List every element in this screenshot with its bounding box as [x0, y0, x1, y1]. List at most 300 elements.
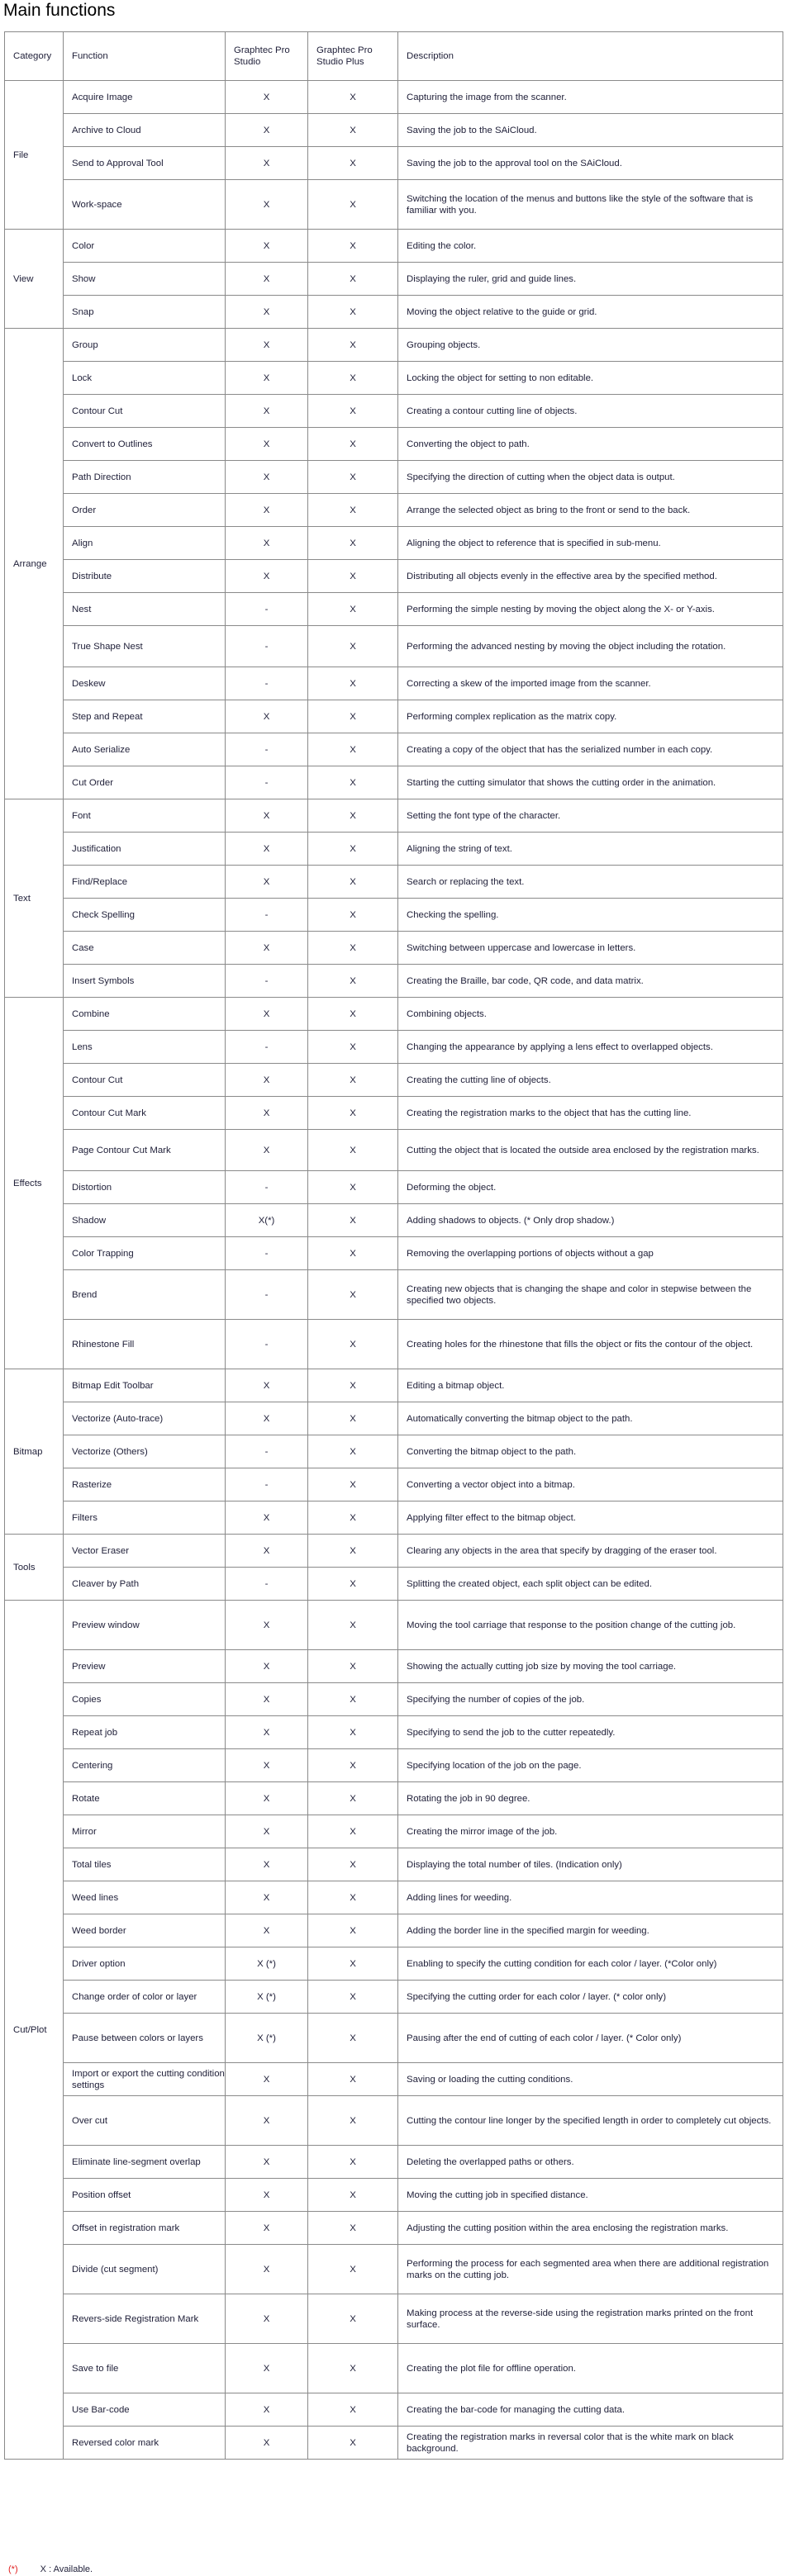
pro-studio-plus-cell: X	[308, 1947, 398, 1981]
description-cell: Combining objects.	[398, 998, 783, 1031]
description-cell: Splitting the created object, each split object can be edited.	[398, 1568, 783, 1601]
pro-studio-cell: X	[226, 1782, 308, 1815]
description-cell: Starting the cutting simulator that shows the cutting order in the animation.	[398, 766, 783, 799]
table-row	[5, 362, 783, 395]
pro-studio-cell: X	[226, 1130, 308, 1171]
function-cell: Centering	[64, 1749, 226, 1782]
pro-studio-plus-cell: X	[308, 1881, 398, 1914]
pro-studio-cell: X	[226, 1097, 308, 1130]
pro-studio-plus-cell: X	[308, 147, 398, 180]
function-cell: Show	[64, 263, 226, 296]
pro-studio-plus-cell: X	[308, 1848, 398, 1881]
pro-studio-cell: X(*)	[226, 1204, 308, 1237]
pro-studio-plus-cell: X	[308, 1402, 398, 1435]
pro-studio-cell: X	[226, 1749, 308, 1782]
pro-studio-plus-cell: X	[308, 932, 398, 965]
table-row	[5, 1815, 783, 1848]
table-row	[5, 2393, 783, 2427]
description-cell: Deforming the object.	[398, 1171, 783, 1204]
pro-studio-cell: X	[226, 2063, 308, 2096]
pro-studio-cell: X	[226, 799, 308, 833]
pro-studio-cell: X	[226, 2427, 308, 2460]
table-row	[5, 700, 783, 733]
table-row	[5, 998, 783, 1031]
category-cell: File	[5, 81, 64, 230]
table-row	[5, 329, 783, 362]
pro-studio-cell: X	[226, 1650, 308, 1683]
pro-studio-plus-cell: X	[308, 799, 398, 833]
function-cell: Divide (cut segment)	[64, 2245, 226, 2294]
pro-studio-cell: X	[226, 1601, 308, 1650]
description-cell: Moving the cutting job in specified distance.	[398, 2179, 783, 2212]
function-cell: Offset in registration mark	[64, 2212, 226, 2245]
pro-studio-plus-cell: X	[308, 461, 398, 494]
table-row	[5, 1320, 783, 1369]
description-cell: Correcting a skew of the imported image from the scanner.	[398, 667, 783, 700]
pro-studio-plus-cell: X	[308, 494, 398, 527]
description-cell: Adding shadows to objects. (* Only drop shadow.)	[398, 1204, 783, 1237]
header-pro-studio-plus: Graphtec Pro Studio Plus	[308, 32, 398, 81]
table-row	[5, 395, 783, 428]
table-row	[5, 1402, 783, 1435]
table-row	[5, 1749, 783, 1782]
function-cell: Rhinestone Fill	[64, 1320, 226, 1369]
table-row	[5, 593, 783, 626]
function-cell: Color	[64, 230, 226, 263]
description-cell: Editing a bitmap object.	[398, 1369, 783, 1402]
pro-studio-plus-cell: X	[308, 667, 398, 700]
pro-studio-plus-cell: X	[308, 1568, 398, 1601]
table-row	[5, 1130, 783, 1171]
pro-studio-plus-cell: X	[308, 1601, 398, 1650]
description-cell: Saving or loading the cutting conditions.	[398, 2063, 783, 2096]
description-cell: Creating the registration marks in reversal color that is the white mark on black background.	[398, 2427, 783, 2460]
footnote-mark: (*)	[8, 2564, 18, 2574]
function-cell: Lens	[64, 1031, 226, 1064]
table-row	[5, 527, 783, 560]
pro-studio-plus-cell: X	[308, 1369, 398, 1402]
description-cell: Converting the object to path.	[398, 428, 783, 461]
description-cell: Enabling to specify the cutting condition for each color / layer. (*Color only)	[398, 1947, 783, 1981]
table-row	[5, 2014, 783, 2063]
pro-studio-plus-cell: X	[308, 1064, 398, 1097]
function-cell: Align	[64, 527, 226, 560]
footnote-text: X : Available.	[40, 2564, 93, 2574]
pro-studio-plus-cell: X	[308, 1914, 398, 1947]
description-cell: Specifying the direction of cutting when the object data is output.	[398, 461, 783, 494]
pro-studio-cell: X	[226, 2096, 308, 2146]
table-row	[5, 932, 783, 965]
table-row	[5, 2179, 783, 2212]
description-cell: Checking the spelling.	[398, 899, 783, 932]
description-cell: Distributing all objects evenly in the effective area by the specified method.	[398, 560, 783, 593]
description-cell: Displaying the ruler, grid and guide lines.	[398, 263, 783, 296]
function-cell: Justification	[64, 833, 226, 866]
function-cell: Vectorize (Auto-trace)	[64, 1402, 226, 1435]
pro-studio-plus-cell: X	[308, 1535, 398, 1568]
description-cell: Specifying location of the job on the page.	[398, 1749, 783, 1782]
pro-studio-plus-cell: X	[308, 766, 398, 799]
table-row	[5, 2096, 783, 2146]
function-cell: Use Bar-code	[64, 2393, 226, 2427]
pro-studio-plus-cell: X	[308, 560, 398, 593]
pro-studio-plus-cell: X	[308, 1031, 398, 1064]
pro-studio-plus-cell: X	[308, 527, 398, 560]
category-cell: View	[5, 230, 64, 329]
function-cell: Change order of color or layer	[64, 1981, 226, 2014]
function-cell: Find/Replace	[64, 866, 226, 899]
description-cell: Specifying to send the job to the cutter repeatedly.	[398, 1716, 783, 1749]
description-cell: Clearing any objects in the area that specify by dragging of the eraser tool.	[398, 1535, 783, 1568]
function-cell: Page Contour Cut Mark	[64, 1130, 226, 1171]
category-cell: Text	[5, 799, 64, 998]
table-row	[5, 2245, 783, 2294]
table-row	[5, 1881, 783, 1914]
table-row	[5, 114, 783, 147]
table-row	[5, 230, 783, 263]
description-cell: Cutting the contour line longer by the specified length in order to completely cut objects.	[398, 2096, 783, 2146]
pro-studio-plus-cell: X	[308, 2179, 398, 2212]
description-cell: Saving the job to the approval tool on the SAiCloud.	[398, 147, 783, 180]
pro-studio-cell: X	[226, 494, 308, 527]
pro-studio-plus-cell: X	[308, 1468, 398, 1501]
function-cell: Filters	[64, 1501, 226, 1535]
pro-studio-plus-cell: X	[308, 1501, 398, 1535]
table-row	[5, 1270, 783, 1320]
description-cell: Adding the border line in the specified margin for weeding.	[398, 1914, 783, 1947]
pro-studio-cell: -	[226, 1171, 308, 1204]
table-row	[5, 1435, 783, 1468]
pro-studio-plus-cell: X	[308, 899, 398, 932]
pro-studio-plus-cell: X	[308, 114, 398, 147]
table-row	[5, 1369, 783, 1402]
function-cell: Auto Serialize	[64, 733, 226, 766]
function-cell: Preview window	[64, 1601, 226, 1650]
pro-studio-cell: X	[226, 1848, 308, 1881]
function-cell: Deskew	[64, 667, 226, 700]
pro-studio-cell: X	[226, 395, 308, 428]
header-row	[5, 32, 783, 81]
table-row	[5, 1204, 783, 1237]
description-cell: Aligning the string of text.	[398, 833, 783, 866]
description-cell: Locking the object for setting to non editable.	[398, 362, 783, 395]
pro-studio-cell: -	[226, 667, 308, 700]
pro-studio-cell: X	[226, 833, 308, 866]
description-cell: Adjusting the cutting position within the area enclosing the registration marks.	[398, 2212, 783, 2245]
function-cell: Shadow	[64, 1204, 226, 1237]
description-cell: Removing the overlapping portions of objects without a gap	[398, 1237, 783, 1270]
pro-studio-cell: X	[226, 263, 308, 296]
pro-studio-cell: -	[226, 1568, 308, 1601]
header-description: Description	[398, 32, 783, 81]
pro-studio-plus-cell: X	[308, 296, 398, 329]
function-cell: Path Direction	[64, 461, 226, 494]
pro-studio-cell: X	[226, 700, 308, 733]
table-row	[5, 147, 783, 180]
pro-studio-cell: X	[226, 2146, 308, 2179]
function-cell: Revers-side Registration Mark	[64, 2294, 226, 2344]
description-cell: Cutting the object that is located the outside area enclosed by the registration marks.	[398, 1130, 783, 1171]
pro-studio-cell: X	[226, 114, 308, 147]
pro-studio-plus-cell: X	[308, 180, 398, 230]
description-cell: Performing the advanced nesting by moving the object including the rotation.	[398, 626, 783, 667]
pro-studio-cell: X	[226, 1402, 308, 1435]
function-cell: Reversed color mark	[64, 2427, 226, 2460]
description-cell: Converting a vector object into a bitmap.	[398, 1468, 783, 1501]
pro-studio-plus-cell: X	[308, 2294, 398, 2344]
pro-studio-cell: -	[226, 1435, 308, 1468]
table-row	[5, 1782, 783, 1815]
category-cell: Cut/Plot	[5, 1601, 64, 2460]
description-cell: Switching the location of the menus and buttons like the style of the software that is familiar with you.	[398, 180, 783, 230]
pro-studio-plus-cell: X	[308, 733, 398, 766]
pro-studio-plus-cell: X	[308, 700, 398, 733]
description-cell: Performing the process for each segmented area when there are additional registration marks on the cutting job.	[398, 2245, 783, 2294]
pro-studio-plus-cell: X	[308, 866, 398, 899]
category-cell: Bitmap	[5, 1369, 64, 1535]
function-cell: Check Spelling	[64, 899, 226, 932]
function-cell: Contour Cut Mark	[64, 1097, 226, 1130]
function-cell: Font	[64, 799, 226, 833]
table-row	[5, 2427, 783, 2460]
table-row	[5, 1468, 783, 1501]
table-row	[5, 799, 783, 833]
function-cell: Snap	[64, 296, 226, 329]
function-cell: True Shape Nest	[64, 626, 226, 667]
function-cell: Weed lines	[64, 1881, 226, 1914]
pro-studio-plus-cell: X	[308, 1683, 398, 1716]
function-cell: Order	[64, 494, 226, 527]
pro-studio-cell: X	[226, 81, 308, 114]
table-row	[5, 1650, 783, 1683]
description-cell: Editing the color.	[398, 230, 783, 263]
function-cell: Acquire Image	[64, 81, 226, 114]
table-row	[5, 1914, 783, 1947]
pro-studio-cell: -	[226, 1270, 308, 1320]
description-cell: Rotating the job in 90 degree.	[398, 1782, 783, 1815]
pro-studio-cell: X	[226, 2344, 308, 2393]
pro-studio-plus-cell: X	[308, 1716, 398, 1749]
table-row	[5, 461, 783, 494]
function-cell: Bitmap Edit Toolbar	[64, 1369, 226, 1402]
description-cell: Arrange the selected object as bring to the front or send to the back.	[398, 494, 783, 527]
description-cell: Saving the job to the SAiCloud.	[398, 114, 783, 147]
pro-studio-cell: X	[226, 147, 308, 180]
pro-studio-cell: X	[226, 362, 308, 395]
pro-studio-plus-cell: X	[308, 1130, 398, 1171]
pro-studio-cell: X	[226, 1369, 308, 1402]
pro-studio-plus-cell: X	[308, 1270, 398, 1320]
header-category: Category	[5, 32, 64, 81]
pro-studio-cell: -	[226, 1031, 308, 1064]
table-row	[5, 296, 783, 329]
pro-studio-cell: X	[226, 2393, 308, 2427]
pro-studio-plus-cell: X	[308, 593, 398, 626]
pro-studio-plus-cell: X	[308, 2344, 398, 2393]
description-cell: Creating new objects that is changing the shape and color in stepwise between the specified two objects.	[398, 1270, 783, 1320]
pro-studio-cell: X	[226, 1683, 308, 1716]
pro-studio-cell: X	[226, 461, 308, 494]
pro-studio-cell: X (*)	[226, 1981, 308, 2014]
pro-studio-cell: -	[226, 733, 308, 766]
description-cell: Moving the tool carriage that response to the position change of the cutting job.	[398, 1601, 783, 1650]
pro-studio-cell: X	[226, 866, 308, 899]
function-cell: Combine	[64, 998, 226, 1031]
description-cell: Making process at the reverse-side using the registration marks printed on the front surface.	[398, 2294, 783, 2344]
table-row	[5, 2344, 783, 2393]
pro-studio-plus-cell: X	[308, 965, 398, 998]
function-cell: Work-space	[64, 180, 226, 230]
function-cell: Group	[64, 329, 226, 362]
pro-studio-plus-cell: X	[308, 2393, 398, 2427]
function-cell: Case	[64, 932, 226, 965]
table-row	[5, 733, 783, 766]
header-pro-studio: Graphtec Pro Studio	[226, 32, 308, 81]
header-function: Function	[64, 32, 226, 81]
pro-studio-plus-cell: X	[308, 2014, 398, 2063]
pro-studio-cell: -	[226, 1237, 308, 1270]
function-cell: Driver option	[64, 1947, 226, 1981]
function-cell: Repeat job	[64, 1716, 226, 1749]
pro-studio-plus-cell: X	[308, 81, 398, 114]
function-cell: Rasterize	[64, 1468, 226, 1501]
table-row	[5, 2146, 783, 2179]
function-cell: Distribute	[64, 560, 226, 593]
table-row	[5, 560, 783, 593]
pro-studio-plus-cell: X	[308, 2096, 398, 2146]
pro-studio-cell: -	[226, 1468, 308, 1501]
pro-studio-plus-cell: X	[308, 395, 398, 428]
table-row	[5, 2294, 783, 2344]
pro-studio-cell: X	[226, 329, 308, 362]
pro-studio-plus-cell: X	[308, 1435, 398, 1468]
function-cell: Contour Cut	[64, 395, 226, 428]
pro-studio-plus-cell: X	[308, 1782, 398, 1815]
description-cell: Creating the Braille, bar code, QR code, and data matrix.	[398, 965, 783, 998]
table-row	[5, 1683, 783, 1716]
pro-studio-plus-cell: X	[308, 1097, 398, 1130]
pro-studio-cell: -	[226, 965, 308, 998]
description-cell: Automatically converting the bitmap object to the path.	[398, 1402, 783, 1435]
description-cell: Aligning the object to reference that is specified in sub-menu.	[398, 527, 783, 560]
pro-studio-cell: -	[226, 1320, 308, 1369]
table-row	[5, 1097, 783, 1130]
description-cell: Showing the actually cutting job size by moving the tool carriage.	[398, 1650, 783, 1683]
table-row	[5, 428, 783, 461]
pro-studio-cell: X	[226, 180, 308, 230]
pro-studio-cell: X	[226, 2179, 308, 2212]
description-cell: Creating the registration marks to the object that has the cutting line.	[398, 1097, 783, 1130]
pro-studio-cell: X	[226, 527, 308, 560]
table-row	[5, 1031, 783, 1064]
table-row	[5, 1171, 783, 1204]
pro-studio-cell: -	[226, 626, 308, 667]
description-cell: Performing complex replication as the matrix copy.	[398, 700, 783, 733]
pro-studio-plus-cell: X	[308, 2146, 398, 2179]
function-cell: Send to Approval Tool	[64, 147, 226, 180]
pro-studio-plus-cell: X	[308, 2427, 398, 2460]
description-cell: Deleting the overlapped paths or others.	[398, 2146, 783, 2179]
table-row	[5, 1981, 783, 2014]
pro-studio-plus-cell: X	[308, 1204, 398, 1237]
table-row	[5, 833, 783, 866]
pro-studio-cell: X	[226, 1501, 308, 1535]
category-cell: Tools	[5, 1535, 64, 1601]
page-title: Main functions	[3, 1, 116, 20]
description-cell: Adding lines for weeding.	[398, 1881, 783, 1914]
description-cell: Creating a copy of the object that has the serialized number in each copy.	[398, 733, 783, 766]
pro-studio-plus-cell: X	[308, 230, 398, 263]
pro-studio-plus-cell: X	[308, 1320, 398, 1369]
pro-studio-plus-cell: X	[308, 1981, 398, 2014]
description-cell: Grouping objects.	[398, 329, 783, 362]
description-cell: Performing the simple nesting by moving the object along the X- or Y-axis.	[398, 593, 783, 626]
description-cell: Moving the object relative to the guide or grid.	[398, 296, 783, 329]
table-row	[5, 1947, 783, 1981]
function-cell: Total tiles	[64, 1848, 226, 1881]
function-cell: Insert Symbols	[64, 965, 226, 998]
pro-studio-plus-cell: X	[308, 998, 398, 1031]
description-cell: Displaying the total number of tiles. (Indication only)	[398, 1848, 783, 1881]
footnote	[8, 2564, 93, 2575]
pro-studio-plus-cell: X	[308, 2063, 398, 2096]
description-cell: Creating the cutting line of objects.	[398, 1064, 783, 1097]
description-cell: Specifying the number of copies of the job.	[398, 1683, 783, 1716]
description-cell: Converting the bitmap object to the path.	[398, 1435, 783, 1468]
function-cell: Preview	[64, 1650, 226, 1683]
function-cell: Over cut	[64, 2096, 226, 2146]
pro-studio-cell: X (*)	[226, 1947, 308, 1981]
pro-studio-cell: X	[226, 932, 308, 965]
table-row	[5, 2212, 783, 2245]
function-cell: Convert to Outlines	[64, 428, 226, 461]
pro-studio-plus-cell: X	[308, 263, 398, 296]
table-row	[5, 1064, 783, 1097]
pro-studio-cell: X	[226, 230, 308, 263]
functions-table	[4, 31, 783, 2460]
pro-studio-cell: X	[226, 1064, 308, 1097]
function-cell: Save to file	[64, 2344, 226, 2393]
table-row	[5, 1601, 783, 1650]
pro-studio-plus-cell: X	[308, 1749, 398, 1782]
description-cell: Creating the bar-code for managing the cutting data.	[398, 2393, 783, 2427]
table-row	[5, 899, 783, 932]
function-cell: Step and Repeat	[64, 700, 226, 733]
table-row	[5, 866, 783, 899]
description-cell: Capturing the image from the scanner.	[398, 81, 783, 114]
function-cell: Cleaver by Path	[64, 1568, 226, 1601]
pro-studio-plus-cell: X	[308, 2245, 398, 2294]
category-cell: Arrange	[5, 329, 64, 799]
table-row	[5, 965, 783, 998]
pro-studio-cell: X	[226, 296, 308, 329]
pro-studio-plus-cell: X	[308, 1650, 398, 1683]
pro-studio-cell: X	[226, 1535, 308, 1568]
function-cell: Archive to Cloud	[64, 114, 226, 147]
pro-studio-plus-cell: X	[308, 362, 398, 395]
pro-studio-cell: X	[226, 1914, 308, 1947]
function-cell: Pause between colors or layers	[64, 2014, 226, 2063]
function-cell: Cut Order	[64, 766, 226, 799]
description-cell: Setting the font type of the character.	[398, 799, 783, 833]
table-row	[5, 263, 783, 296]
description-cell: Creating a contour cutting line of objects.	[398, 395, 783, 428]
function-cell: Eliminate line-segment overlap	[64, 2146, 226, 2179]
pro-studio-cell: -	[226, 766, 308, 799]
pro-studio-cell: -	[226, 593, 308, 626]
description-cell: Switching between uppercase and lowercase in letters.	[398, 932, 783, 965]
description-cell: Creating the mirror image of the job.	[398, 1815, 783, 1848]
